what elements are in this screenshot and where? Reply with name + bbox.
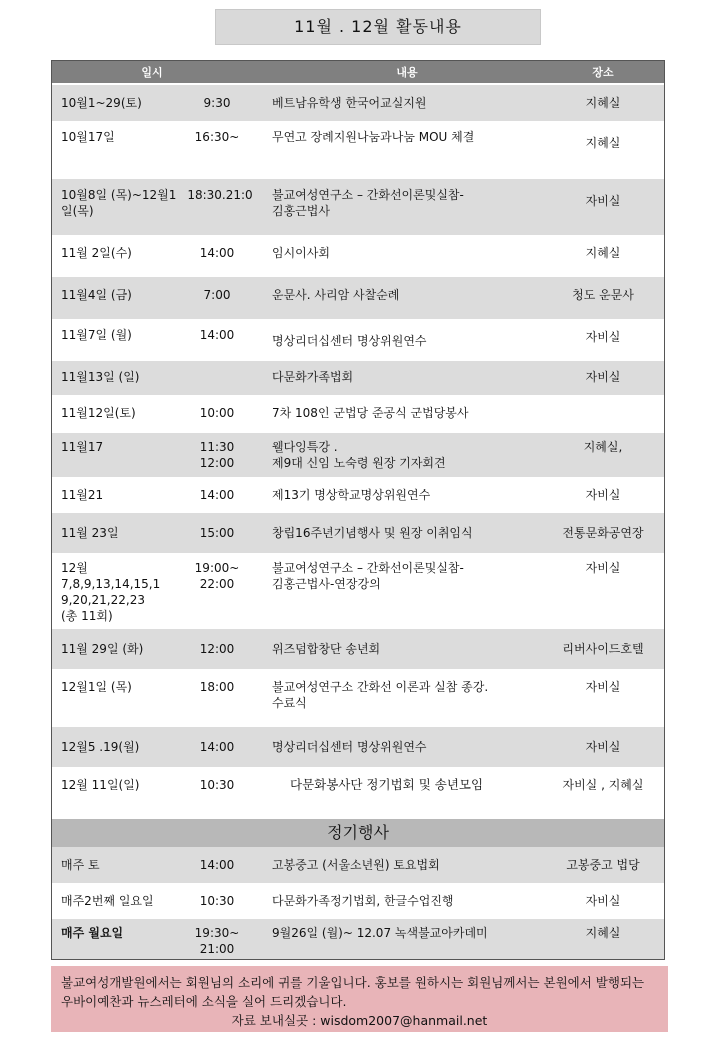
row-date: 11월7일 (월) [61, 328, 132, 342]
row-place: 자비실 [585, 740, 621, 754]
table-row [52, 477, 664, 513]
row-content: 운문사. 사리암 사찰순례 [272, 288, 400, 302]
row-time: 16:30~ [194, 130, 240, 144]
section-title: 정기행사 [52, 819, 664, 847]
row-time: 10:30 [199, 894, 235, 908]
row-date: 11월13일 (일) [61, 370, 140, 384]
row-content: 베트남유학생 한국어교실지원 [272, 96, 427, 110]
table-row [52, 85, 664, 121]
table-row [52, 883, 664, 919]
row-content: 무연고 장례지원나눔과나눔 MOU 체결 [272, 130, 475, 144]
row-date: 10월17일 [61, 130, 115, 144]
table-header [52, 61, 664, 83]
header-content: 내용 [396, 66, 418, 79]
row-date: 12월 7,8,9,13,14,15,1 9,20,21,22,23 (총 11회) [61, 561, 161, 623]
row-date: 12월 11일(일) [61, 778, 140, 792]
row-content: 9월26일 (월)~ 12.07 녹색불교아카데미 [272, 926, 488, 940]
table-row [52, 513, 664, 553]
row-place: 자비실 [585, 330, 621, 344]
row-date: 11월 2일(수) [61, 246, 132, 260]
row-place: 지혜실, [583, 440, 623, 454]
row-place: 고봉중고 법당 [566, 858, 640, 872]
row-place: 지혜실 [585, 96, 621, 110]
table-row [52, 669, 664, 727]
row-content: 다문화가족정기법회, 한글수업진행 [272, 894, 454, 908]
row-date: 11월21 [61, 488, 104, 502]
row-time: 18:00 [199, 680, 235, 694]
row-content: 명상리더십센터 명상위원연수 [272, 740, 427, 754]
row-place: 자비실 [585, 194, 621, 208]
row-content: 불교여성연구소 – 간화선이론및실참- 김홍근법사-연장강의 [272, 561, 464, 591]
row-place: 리버사이드호텔 [562, 642, 644, 656]
row-place: 자비실 [585, 894, 621, 908]
row-time: 14:00 [199, 328, 235, 342]
row-place: 지혜실 [585, 136, 621, 150]
row-content: 웰다잉특강 . 제9대 신임 노숙령 원장 기자회견 [272, 440, 446, 470]
row-date: 12월5 .19(월) [61, 740, 140, 754]
row-date: 매주 월요일 [61, 926, 124, 940]
footer-email: 자료 보내실곳 : wisdom2007@hanmail.net [231, 1013, 488, 1028]
row-date: 매주2번째 일요일 [61, 894, 154, 908]
row-place: 전통문화공연장 [562, 526, 644, 540]
table-row [52, 361, 664, 395]
header-date: 일시 [141, 66, 163, 79]
table-row [52, 553, 664, 629]
row-time: 11:30 12:00 [199, 440, 235, 470]
row-content: 제13기 명상학교명상위원연수 [272, 488, 431, 502]
row-time: 14:00 [199, 246, 235, 260]
row-time: 19:30~ 21:00 [194, 926, 240, 956]
row-content: 임시이사회 [272, 246, 330, 260]
row-date: 11월 23일 [61, 526, 119, 540]
table-row [52, 433, 664, 477]
row-place: 지혜실 [585, 246, 621, 260]
row-date: 12월1일 (목) [61, 680, 132, 694]
row-content: 불교여성연구소 간화선 이론과 실참 종강. 수료식 [272, 680, 489, 710]
table-row [52, 121, 664, 179]
table-row [52, 919, 664, 959]
row-content: 창립16주년기념행사 및 원장 이취임식 [272, 526, 473, 540]
table-row [52, 847, 664, 883]
row-date: 10월1~29(토) [61, 96, 142, 110]
row-time: 14:00 [199, 858, 235, 872]
row-time: 19:00~ 22:00 [194, 561, 240, 591]
row-place: 자비실 [585, 370, 621, 384]
table-row [52, 235, 664, 277]
table-row [52, 767, 664, 815]
table-row [52, 629, 664, 669]
row-date: 11월17 [61, 440, 104, 454]
table-row [52, 319, 664, 361]
activity-table [51, 60, 665, 960]
row-content: 불교여성연구소 – 간화선이론및실참- 김홍근법사 [272, 188, 464, 218]
row-content: 고봉중고 (서울소년원) 토요법회 [272, 858, 440, 872]
row-time: 18:30.21:0 [187, 188, 253, 202]
row-time: 10:00 [199, 406, 235, 420]
footer-notice [51, 966, 668, 1032]
table-row [52, 277, 664, 319]
row-date: 11월 29일 (화) [61, 642, 144, 656]
row-time: 15:00 [199, 526, 235, 540]
header-place: 장소 [592, 66, 614, 79]
row-content: 7차 108인 군법당 준공식 군법당봉사 [272, 406, 469, 420]
table-row [52, 395, 664, 433]
row-time: 14:00 [199, 740, 235, 754]
row-date: 11월4일 (금) [61, 288, 132, 302]
page-title: 11월 . 12월 활동내용 [215, 9, 541, 45]
row-content: 위즈덤합창단 송년회 [272, 642, 381, 656]
row-content: 다문화가족법회 [272, 370, 354, 384]
row-place: 자비실 [585, 561, 621, 575]
table-row [52, 727, 664, 767]
row-date: 10월8일 (목)~12월1일(목) [61, 188, 177, 218]
row-place: 청도 운문사 [572, 288, 634, 302]
row-place: 지혜실 [585, 926, 621, 940]
row-time: 7:00 [203, 288, 231, 302]
footer-text: 불교여성개발원에서는 회원님의 소리에 귀를 기울입니다. 홍보를 원하시는 회원님께서는 본원에서 발행되는 우바이예찬과 뉴스레터에 소식을 실어 드리겠습니다. [61, 975, 645, 1009]
row-content: 명상리더십센터 명상위원연수 [272, 334, 427, 348]
row-time: 10:30 [199, 778, 235, 792]
row-time: 12:00 [199, 642, 235, 656]
row-date: 11월12일(토) [61, 406, 136, 420]
row-place: 자비실 [585, 680, 621, 694]
row-content: 다문화봉사단 정기법회 및 송년모임 [290, 777, 484, 792]
table-row [52, 179, 664, 235]
row-place: 자비실 [585, 488, 621, 502]
row-time: 9:30 [203, 96, 231, 110]
row-date: 매주 토 [61, 858, 100, 872]
row-place: 자비실 , 지혜실 [562, 778, 644, 792]
row-time: 14:00 [199, 488, 235, 502]
